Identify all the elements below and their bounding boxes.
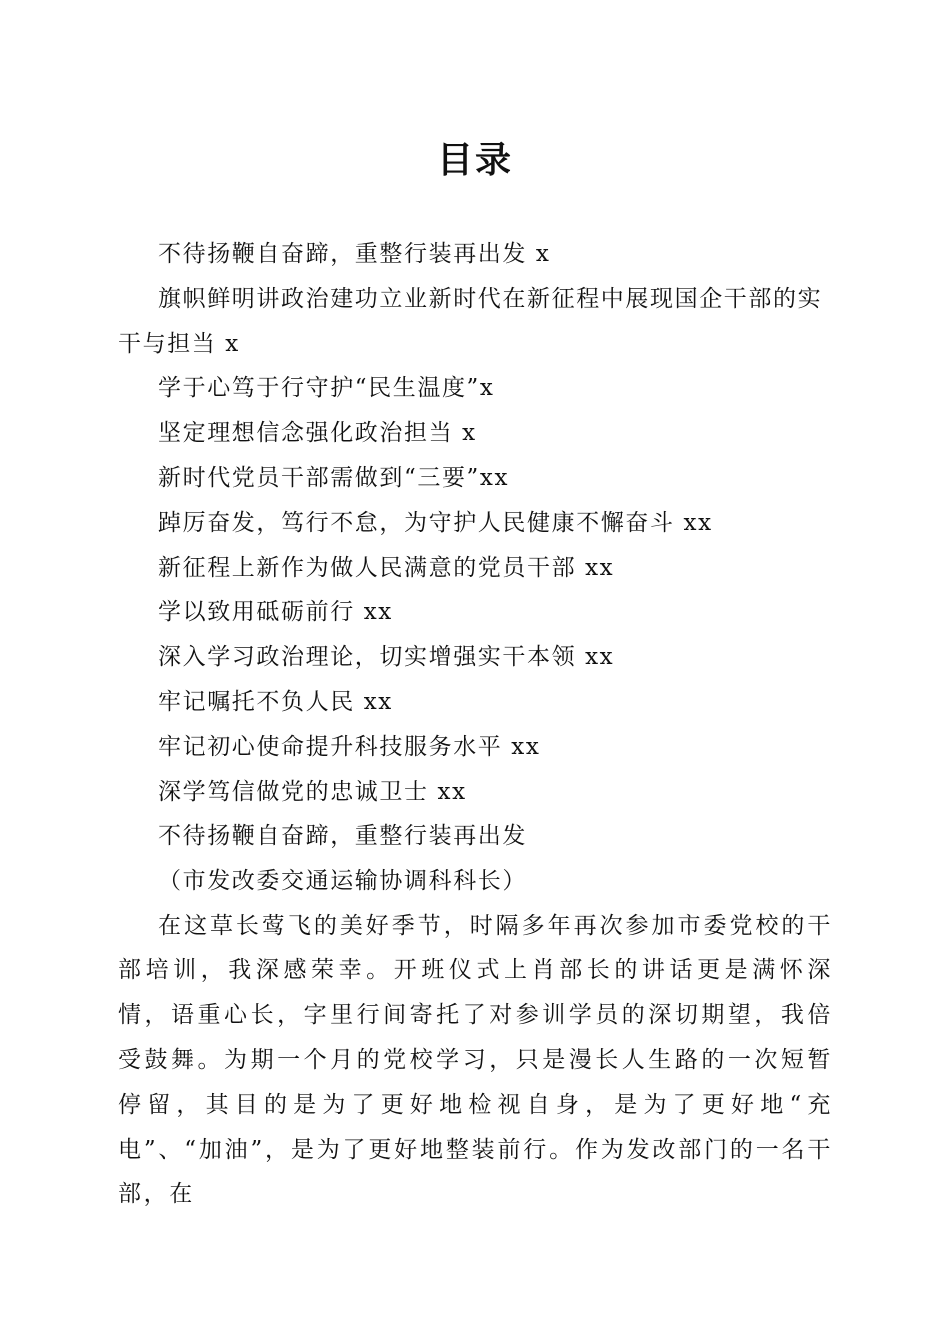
toc-item[interactable]: 新征程上新作为做人民满意的党员干部 xx — [158, 554, 615, 581]
toc-item[interactable]: 踔厉奋发，笃行不怠，为守护人民健康不懈奋斗 xx — [158, 509, 713, 536]
toc-item[interactable]: 学于心笃于行守护“民生温度”x — [158, 375, 495, 402]
toc-item[interactable]: 牢记初心使命提升科技服务水平 xx — [158, 733, 541, 760]
toc-item[interactable]: 学以致用砥砺前行 xx — [158, 599, 393, 626]
toc-item[interactable]: 新时代党员干部需做到“三要”xx — [158, 464, 510, 491]
table-of-contents — [118, 232, 833, 814]
speech-author: （市发改委交通运输协调科科长） — [158, 867, 527, 894]
toc-item[interactable]: 深学笃信做党的忠诚卫士 xx — [158, 778, 467, 805]
page-title: 目录 — [436, 139, 513, 181]
toc-item[interactable]: 坚定理想信念强化政治担当 x — [158, 420, 477, 447]
toc-item[interactable]: 不待扬鞭自奋蹄，重整行装再出发 x — [158, 241, 551, 267]
toc-item[interactable]: 旗帜鲜明讲政治建功立业新时代在新征程中展现国企干部的实干与担当 x — [118, 285, 823, 357]
speech-title: 不待扬鞭自奋蹄，重整行装再出发 — [158, 823, 527, 849]
toc-item[interactable]: 深入学习政治理论，切实增强实干本领 xx — [158, 644, 615, 671]
speech-body-paragraph: 在这草长莺飞的美好季节，时隔多年再次参加市委党校的干部培训，我深感荣幸。开班仪式上肖部长的讲话更是满怀深情，语重心长，字里行间寄托了对参训学员的深切期望，我倍受鼓舞。为期一个月的党校学习，只是漫长人生路的一次短暂停留，其目的是为了更好地检视自身，是为了更好地“充电”、“加油”，是为了更好地整装前行。作为发改部门的一名干部，在 — [118, 912, 833, 1208]
speech-section — [118, 814, 833, 1217]
toc-item[interactable]: 牢记嘱托不负人民 xx — [158, 688, 393, 715]
